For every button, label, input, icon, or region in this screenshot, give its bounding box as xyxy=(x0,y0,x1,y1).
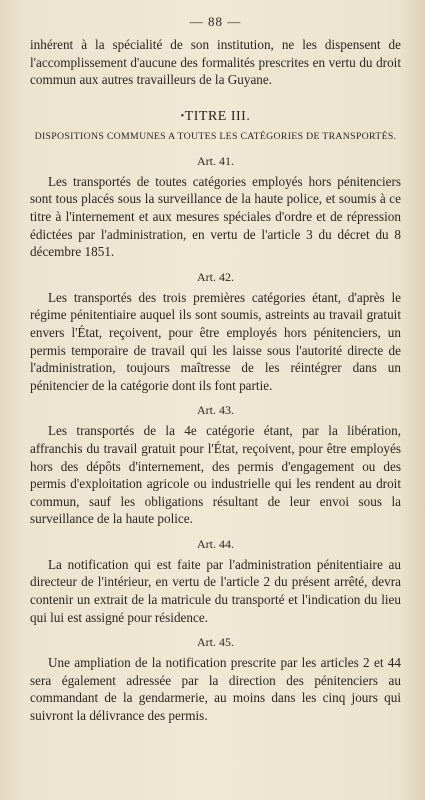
section-title xyxy=(30,109,401,125)
section-subtitle: DISPOSITIONS COMMUNES A TOUTES LES CATÉGORIES DE TRANSPORTÉS. xyxy=(34,130,397,142)
article-41 xyxy=(30,154,401,261)
article-45 xyxy=(30,635,401,724)
article-text: Une ampliation de la notification prescrite par les articles 2 et 44 sera également adressée par la direction des pénitenciers au commandant de la gendarmerie, au moins dans les cinq jours qui suivront la délivrance des permis. xyxy=(30,655,401,724)
article-text: Les transportés des trois premières catégories étant, d'après le régime pénitentiaire auquel ils sont soumis, astreints au travail gratuit envers l'État, reçoivent, pour être employés hors pénitenciers, un permis temporaire de travail qui les laisse sous l'autorité directe de l'administration, toujours maîtresse de les réintégrer dans un pénitencier de la catégorie dont ils font partie. xyxy=(30,289,401,393)
intro-paragraph: inhérent à la spécialité de son institution, ne les dispensent de l'accomplissement d'aucune des formalités prescrites en vertu du droit commun aux autres travailleurs de la Guyane. xyxy=(30,37,401,88)
article-heading: Art. 44. xyxy=(197,536,234,551)
article-heading: Art. 42. xyxy=(197,269,234,284)
article-text: La notification qui est faite par l'administration pénitentiaire au directeur de l'intérieur, en vertu de l'article 2 du présent arrêté, devra contenir un extrait de la matricule du transporté et l'indication du lieu qui lui est assigné pour résidence. xyxy=(30,556,401,625)
page-number: — 88 — xyxy=(189,14,242,29)
article-text: Les transportés de la 4e catégorie étant, par la libération, affranchis du travail gratuit pour l'État, reçoivent, pour être employés hors des dépôts d'internement, des permis d'engagement ou des permis d'exploitation agricole ou industrielle qui les rendent au droit commun, sauf les obligations résultant de leur envoi sous la surveillance de la haute police. xyxy=(30,423,401,527)
article-43 xyxy=(30,403,401,528)
article-heading: Art. 41. xyxy=(197,153,234,168)
title-mark: • xyxy=(180,110,185,122)
article-42 xyxy=(30,270,401,395)
article-heading: Art. 45. xyxy=(197,635,234,650)
article-text: Les transportés de toutes catégories employés hors pénitenciers sont tous placés sous la surveillance de la haute police, et soumis à ce titre à l'internement et aux mesures spéciales d'ordre et de répression édictées par l'administration, en vertu de l'article 3 du décret du 8 décembre 1851. xyxy=(30,173,401,260)
article-44 xyxy=(30,537,401,626)
article-heading: Art. 43. xyxy=(197,403,234,418)
section-title-text: TITRE III. xyxy=(184,108,251,124)
